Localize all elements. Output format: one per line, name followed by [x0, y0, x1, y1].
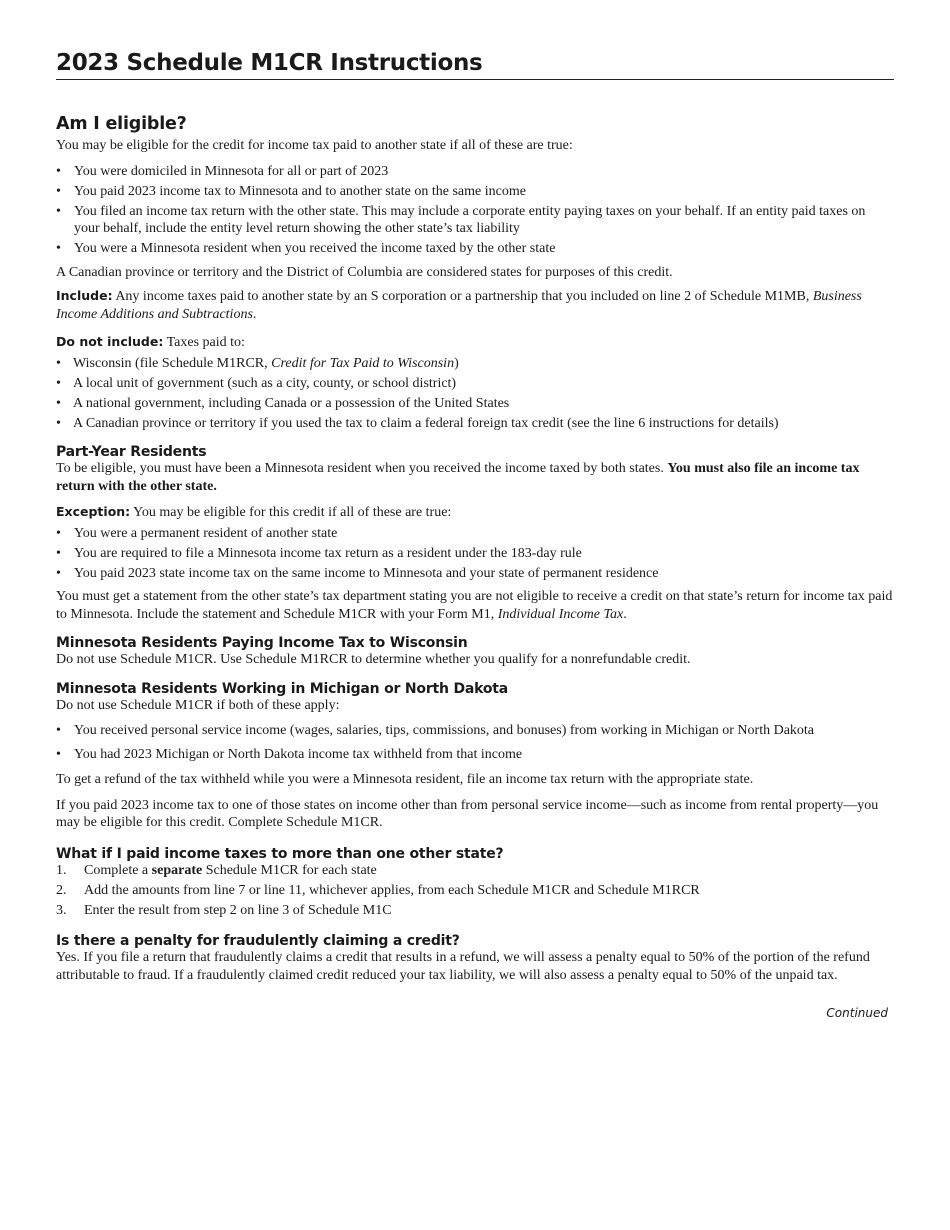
step-number: 1.	[56, 862, 67, 878]
include-end: .	[252, 306, 257, 322]
step-text: Add the amounts from line 7 or line 11, whichever applies, from each Schedule M1CR and Schedule M1RCR	[84, 882, 700, 898]
list-item	[56, 355, 894, 373]
eligible-intro: You may be eligible for the credit for income tax paid to another state if all of these are true:	[56, 138, 573, 153]
section-heading-multiple-states: What if I paid income taxes to more than one other state?	[56, 845, 504, 862]
list-item: • You filed an income tax return with the other state. This may include a corporate entity paying taxes on your behalf. If an entity paid taxes on your behalf, include the entity level return showing the other state’s tax liability	[56, 203, 894, 238]
section-heading-eligible: Am I eligible?	[56, 114, 187, 134]
do-not-include-label: Do not include:	[56, 334, 164, 349]
step-text: Enter the result from step 2 on line 3 of Schedule M1C	[84, 902, 392, 918]
part-year-text-main: To be eligible, you must have been a Minnesota resident when you received the income taxed by both states.	[56, 461, 664, 476]
instructions-page	[56, 50, 894, 1020]
list-item: • You paid 2023 state income tax on the same income to Minnesota and your state of permanent residence	[56, 565, 894, 583]
list-item: • You were a permanent resident of another state	[56, 525, 894, 543]
list-item-suffix: )	[454, 355, 459, 371]
include-text: Any income taxes paid to another state by an S corporation or a partnership that you included on line 2 of Schedule M1MB,	[115, 289, 810, 304]
part-year-text	[56, 460, 894, 495]
michigan-other-income: If you paid 2023 income tax to one of those states on income other than from personal service income—such as income from rental property—you may be eligible for this credit. Complete Schedule M1CR.	[56, 797, 879, 830]
exception-label: Exception:	[56, 504, 131, 519]
multiple-states-steps	[56, 862, 894, 920]
step-number: 3.	[56, 902, 67, 918]
do-not-include-paragraph	[56, 333, 894, 352]
include-paragraph	[56, 287, 894, 323]
list-item: • You were domiciled in Minnesota for all or part of 2023	[56, 163, 894, 181]
continued-note: Continued	[826, 1006, 888, 1020]
eligible-list	[56, 163, 894, 258]
list-item: • A local unit of government (such as a city, county, or school district)	[56, 375, 894, 393]
section-heading-wisconsin: Minnesota Residents Paying Income Tax to Wisconsin	[56, 635, 468, 651]
page-title: 2023 Schedule M1CR Instructions	[56, 50, 894, 80]
do-not-include-list	[56, 355, 894, 433]
section-heading-penalty: Is there a penalty for fraudulently claiming a credit?	[56, 933, 460, 949]
wisconsin-text: Do not use Schedule M1CR. Use Schedule M1RCR to determine whether you qualify for a nonrefundable credit.	[56, 652, 691, 667]
list-item-form-title: Credit for Tax Paid to Wisconsin	[271, 355, 455, 371]
list-item	[56, 882, 894, 900]
list-item: • A Canadian province or territory if you used the tax to claim a federal foreign tax credit (see the line 6 instructions for details)	[56, 415, 894, 433]
list-item	[56, 902, 894, 920]
list-item-text: Wisconsin (file Schedule M1RCR,	[73, 355, 268, 371]
list-item: • You are required to file a Minnesota income tax return as a resident under the 183-day rule	[56, 545, 894, 563]
michigan-refund: To get a refund of the tax withheld while you were a Minnesota resident, file an income tax return with the appropriate state.	[56, 772, 754, 787]
exception-paragraph	[56, 503, 894, 522]
michigan-list	[56, 722, 894, 763]
statement-form-title: Individual Income Tax	[497, 606, 624, 622]
michigan-intro: Do not use Schedule M1CR if both of these apply:	[56, 697, 340, 713]
step-text: Complete a	[84, 862, 149, 878]
step-text-bold: separate	[151, 862, 203, 878]
include-form-title: Business Income Additions and Subtractions	[56, 289, 862, 322]
exception-text: You may be eligible for this credit if all of these are true:	[133, 505, 452, 520]
part-year-text-bold: You must also file an income tax return with the other state.	[56, 461, 860, 494]
list-item: • You received personal service income (wages, salaries, tips, commissions, and bonuses) from working in Michigan or North Dakota	[56, 722, 894, 740]
list-item: • You were a Minnesota resident when you received the income taxed by the other state	[56, 240, 894, 258]
statement-text: You must get a statement from the other state’s tax department stating you are not eligible to receive a credit on that state’s return for income tax paid to Minnesota. Include the statement and Schedule M1CR with your Form M1,	[56, 589, 893, 622]
do-not-include-text: Taxes paid to:	[166, 335, 245, 350]
list-item: • A national government, including Canada or a possession of the United States	[56, 395, 894, 413]
section-heading-part-year: Part-Year Residents	[56, 444, 207, 460]
include-label: Include:	[56, 288, 113, 303]
list-item: • You paid 2023 income tax to Minnesota and to another state on the same income	[56, 183, 894, 201]
list-item	[56, 862, 894, 880]
step-number: 2.	[56, 882, 67, 898]
statement-end: .	[623, 606, 627, 622]
statement-paragraph	[56, 588, 894, 623]
list-item: • You had 2023 Michigan or North Dakota income tax withheld from that income	[56, 746, 894, 764]
penalty-text: Yes. If you file a return that fraudulently claims a credit that results in a refund, we will assess a penalty equal to 50% of the portion of the refund attributable to fraud. If a fraudulently claimed credit reduced your tax liability, we will also assess a penalty equal to 50% of the unpaid tax.	[56, 950, 870, 983]
canada-note: A Canadian province or territory and the District of Columbia are considered states for purposes of this credit.	[56, 264, 673, 280]
exception-list	[56, 525, 894, 583]
step-text-end: Schedule M1CR for each state	[205, 862, 377, 878]
section-heading-michigan: Minnesota Residents Working in Michigan or North Dakota	[56, 680, 509, 697]
